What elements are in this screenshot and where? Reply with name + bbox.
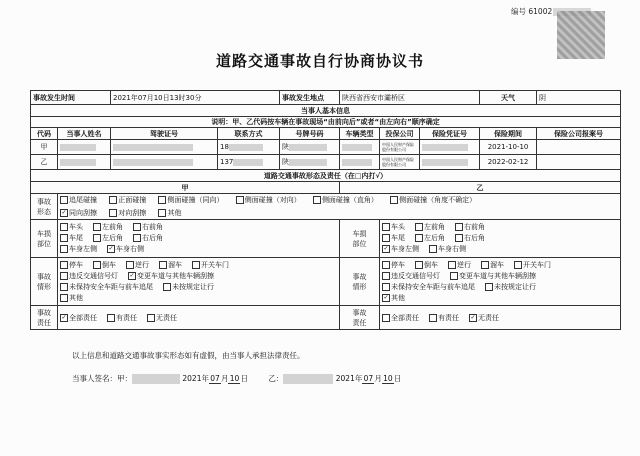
form-header: 道路交通事故形态及责任（在□内打√） [31, 170, 621, 182]
option-right-side[interactable]: ✓ 车身右侧 [108, 245, 144, 253]
signature-a-redacted [132, 374, 180, 384]
option-no-resp[interactable]: ✓ 无责任 [470, 313, 500, 322]
option-rolling[interactable]: 溜车 [159, 261, 187, 269]
option-door[interactable]: 开关车门 [192, 261, 234, 269]
weather-label: 天气 [480, 91, 537, 105]
option-rear-right[interactable]: 右后角 [455, 234, 490, 242]
option-front-right[interactable]: 右前角 [455, 223, 490, 231]
situation-label-a: 事故 情形 [31, 258, 58, 306]
resp-label-b: 事故 责任 [340, 306, 380, 330]
option-no-resp[interactable]: 无责任 [147, 314, 182, 322]
vehicle-type-redacted [340, 140, 380, 155]
option-front-left[interactable]: 左前角 [93, 223, 128, 231]
sign-b-date: 2021年07月10日 [335, 374, 402, 383]
sign-label: 当事人签名：甲： [72, 374, 132, 383]
party-name-redacted [58, 155, 111, 170]
option-rear-left[interactable]: 左后角 [93, 234, 128, 242]
damage-options-a [58, 220, 340, 258]
party-code: 乙 [31, 155, 58, 170]
situation-options-a [58, 258, 340, 306]
column-header: 驾驶证号 [111, 128, 218, 140]
serial-label: 编号 61002 [511, 7, 553, 16]
option-wrong-way[interactable]: 逆行 [448, 261, 476, 269]
option-side-same[interactable]: 侧面碰撞（同向） [158, 196, 228, 204]
option-side-unknown[interactable]: 侧面碰撞（角度不确定） [390, 196, 481, 204]
damage-label-a: 车损 部位 [31, 220, 58, 258]
option-opposite-scrape[interactable]: 对向刮擦 [109, 209, 151, 217]
option-rear[interactable]: 车尾 [382, 234, 410, 242]
agreement-table [30, 90, 621, 330]
option-other[interactable]: 其他 [158, 209, 186, 217]
option-parked[interactable]: 停车 [382, 261, 410, 269]
option-right-side[interactable]: 车身右侧 [429, 245, 471, 253]
party-columns [31, 128, 621, 140]
accident-form-label: 事故 形态 [31, 194, 58, 220]
option-rear-left[interactable]: 左后角 [415, 234, 450, 242]
party-plate [280, 140, 340, 155]
option-wrong-way[interactable]: 逆行 [126, 261, 154, 269]
column-header: 号牌号码 [280, 128, 340, 140]
damage-options-b [380, 220, 621, 258]
option-rear-end[interactable]: 追尾碰撞 [60, 196, 102, 204]
situation-label-b: 事故 情形 [340, 258, 380, 306]
signature-b-redacted [283, 374, 333, 384]
sign-a-date: 2021年07月10日 [182, 374, 248, 383]
claim-number [537, 140, 621, 155]
insurance-period: 2022-02-12 [480, 155, 537, 170]
damage-label-b: 车损 部位 [340, 220, 380, 258]
column-header: 当事人姓名 [58, 128, 111, 140]
column-header: 保险凭证号 [420, 128, 480, 140]
option-other[interactable]: ✓ 其他 [383, 293, 406, 302]
insurer: 中国人民财产保险股份有限公司 [380, 155, 420, 170]
document-title: 道路交通事故自行协商协议书 [215, 52, 424, 70]
column-header: 投保公司 [380, 128, 420, 140]
option-rear-right[interactable]: 右后角 [133, 234, 168, 242]
time-value: 2021年07月10日13时30分 [111, 91, 280, 105]
option-front[interactable]: 车头 [382, 223, 410, 231]
resp-label-a: 事故 责任 [31, 306, 58, 330]
side-a-header: 甲 [31, 182, 340, 194]
insurance-period: 2021-10-10 [480, 140, 537, 155]
table-row [31, 140, 621, 155]
license-redacted [111, 155, 218, 170]
resp-options-b [380, 306, 621, 330]
option-distance[interactable]: 未保持安全车距与前车追尾 [60, 283, 158, 291]
option-same-scrape[interactable]: ✓ 同向刮擦 [61, 209, 97, 217]
party-phone [218, 140, 280, 155]
license-redacted [111, 140, 218, 155]
option-partial-resp[interactable]: 有责任 [107, 314, 142, 322]
option-parked[interactable]: 停车 [60, 261, 88, 269]
table-row [31, 155, 621, 170]
party-header: 当事人基本信息 [31, 105, 621, 117]
party-phone [218, 155, 280, 170]
weather-value: 阴 [537, 91, 621, 105]
party-plate [280, 155, 340, 170]
option-front[interactable]: 车头 [60, 223, 88, 231]
option-side-right-angle[interactable]: 侧面碰撞（直角） [313, 196, 383, 204]
side-b-header: 乙 [340, 182, 621, 194]
accident-form-options [58, 194, 621, 220]
policy-redacted [420, 155, 480, 170]
column-header: 保险期间 [480, 128, 537, 140]
claim-number [537, 155, 621, 170]
party-code: 甲 [31, 140, 58, 155]
column-header: 保险公司报案号 [537, 128, 621, 140]
phone-prefix: 18 [220, 143, 229, 151]
option-rolling[interactable]: 溜车 [481, 261, 509, 269]
option-front-left[interactable]: 左前角 [415, 223, 450, 231]
option-rear[interactable]: 车尾 [60, 234, 88, 242]
option-signal[interactable]: 违反交通信号灯 [382, 272, 445, 280]
option-lane-change[interactable]: ✓ 变更车道与其他车辆刮擦 [129, 271, 214, 280]
phone-prefix: 137 [220, 158, 234, 166]
party-name-redacted [58, 140, 111, 155]
option-front-right[interactable]: 右前角 [133, 223, 168, 231]
option-side-opposite[interactable]: 侧面碰撞（对向） [236, 196, 306, 204]
sign-b-label: 乙： [268, 374, 284, 383]
option-left-side[interactable]: 车身左侧 [60, 245, 102, 253]
option-reversing[interactable]: 倒车 [415, 261, 443, 269]
party-note: 说明：甲、乙代码按车辆在事故现场“由前向后”或者“由左向右”顺序确定 [31, 117, 621, 128]
option-lane-change[interactable]: 变更车道与其他车辆刮擦 [450, 272, 541, 280]
option-door[interactable]: 开关车门 [514, 261, 556, 269]
situation-options-b [380, 258, 621, 306]
place-value: 陕西省西安市灞桥区 [340, 91, 480, 105]
place-label: 事故发生地点 [280, 91, 340, 105]
option-full-resp[interactable]: 全部责任 [382, 314, 424, 322]
option-left-side[interactable]: ✓ 车身左侧 [383, 245, 420, 253]
policy-redacted [420, 140, 480, 155]
option-reversing[interactable]: 倒车 [93, 261, 121, 269]
option-yield[interactable]: 未按规定让行 [163, 283, 219, 291]
option-signal[interactable]: 违反交通信号灯 [60, 272, 123, 280]
vehicle-type-redacted [340, 155, 380, 170]
option-partial-resp[interactable]: 有责任 [429, 314, 464, 322]
signature-line [72, 373, 401, 384]
column-header: 代码 [31, 128, 58, 140]
plate-prefix: 陕 [282, 143, 290, 151]
resp-options-a [58, 306, 340, 330]
option-other[interactable]: 其他 [60, 294, 88, 302]
option-distance[interactable]: 未保持安全车距与前车追尾 [382, 283, 480, 291]
time-label: 事故发生时间 [31, 91, 111, 105]
declaration: 以上信息和道路交通事故事实形态如有虚假，由当事人承担法律责任。 [72, 351, 305, 360]
column-header: 联系方式 [218, 128, 280, 140]
insurer: 中国人民财产保险股份有限公司 [380, 140, 420, 155]
column-header: 车辆类型 [340, 128, 380, 140]
option-full-resp[interactable]: ✓ 全部责任 [61, 313, 97, 322]
option-yield[interactable]: 未按规定让行 [485, 283, 541, 291]
option-head-on[interactable]: 正面碰撞 [109, 196, 151, 204]
plate-prefix: 陕 [282, 158, 290, 166]
